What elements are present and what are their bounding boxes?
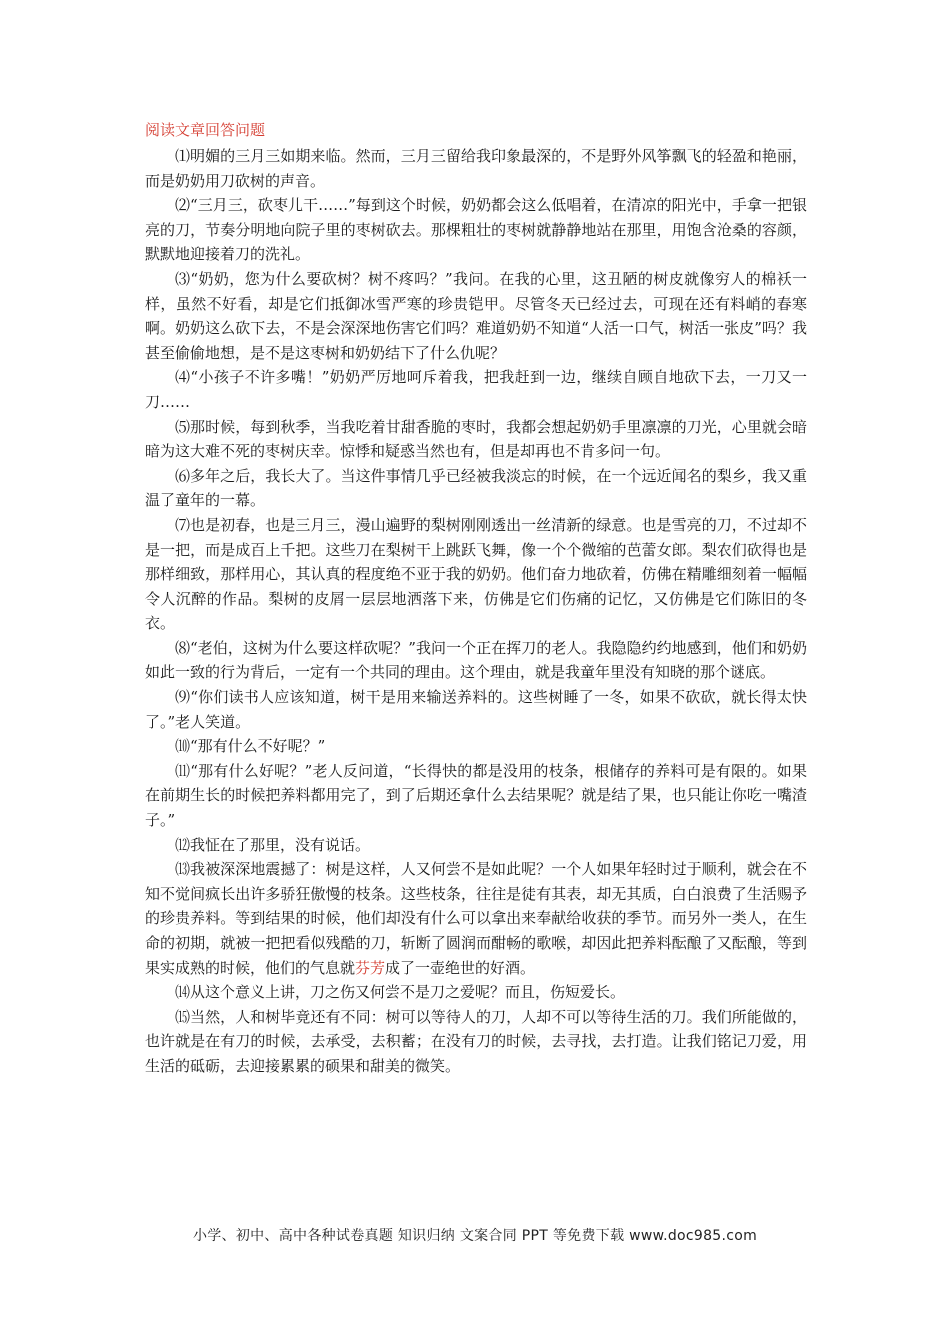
paragraph-1: ⑴明媚的三月三如期来临。然而，三月三留给我印象最深的，不是野外风筝飘飞的轻盈和艳丽，而是奶奶用刀砍树的声音。	[145, 147, 807, 190]
paragraph-4: ⑷“小孩子不许多嘴！”奶奶严厉地呵斥着我，把我赶到一边，继续自顾自地砍下去，一刀又一刀……	[145, 368, 807, 411]
paragraph-13-body: ⒀我被深深地震撼了：树是这样，人又何尝不是如此呢？一个人如果年轻时过于顺利，就会在不知不觉间疯长出许多骄狂傲慢的枝条。这些枝条，往往是徒有其表，却无其质，白白浪费了生活赐予的珍贵养料。等到结果的时候，他们却没有什么可以拿出来奉献给收获的季节。而另外一类人，在生命的初期，就被一把把看似残酷的刀，斩断了圆润而酣畅的歌喉，却因此把养料酝酿了又酝酿，等到果实成熟的时候，他们的气息就	[145, 860, 807, 977]
paragraph-15: ⒂当然，人和树毕竟还有不同：树可以等待人的刀，人却不可以等待生活的刀。我们所能做的，也许就是在有刀的时候，去承受，去积蓄；在没有刀的时候，去寻找，去打造。让我们铭记刀爱，用生活的砥砺，去迎接累累的硕果和甜美的微笑。	[145, 1007, 807, 1075]
paragraph-11: ⑾“那有什么好呢？”老人反问道，“长得快的都是没用的枝条，根储存的养料可是有限的。如果在前期生长的时候把养料都用完了，到了后期还拿什么去结果呢？就是结了果，也只能让你吃一嘴渣子。”	[145, 761, 807, 830]
paragraph-10: ⑽“那有什么不好呢？”	[175, 737, 326, 756]
section-heading: 阅读文章回答问题	[145, 121, 266, 139]
paragraph-3: ⑶“奶奶，您为什么要砍树？树不疼吗？”我问。在我的心里，这丑陋的树皮就像穷人的棉袄一样，虽然不好看，却是它们抵御冰雪严寒的珍贵铠甲。尽管冬天已经过去，可现在还有料峭的春寒啊。奶奶这么砍下去，不是会深深地伤害它们吗？难道奶奶不知道“人活一口气，树活一张皮”吗？我甚至偷偷地想，是不是这枣树和奶奶结下了什么仇呢？	[145, 269, 807, 362]
paragraph-2: ⑵“三月三，砍枣儿干……”每到这个时候，奶奶都会这么低唱着，在清凉的阳光中，手拿一把银亮的刀，节奏分明地向院子里的枣树砍去。那棵粗壮的枣树就静静地站在那里，用饱含沧桑的容颜，默默地迎接着刀的洗礼。	[145, 196, 807, 264]
paragraph-8: ⑻“老伯，这树为什么要这样砍呢？”我问一个正在挥刀的老人。我隐隐约约地感到，他们和奶奶如此一致的行为背后，一定有一个共同的理由。这个理由，就是我童年里没有知晓的那个谜底。	[145, 638, 807, 682]
paragraph-14: ⒁从这个意义上讲，刀之伤又何尝不是刀之爱呢？而且，伤短爱长。	[175, 983, 626, 1002]
paragraph-6: ⑹多年之后，我长大了。当这件事情几乎已经被我淡忘的时候，在一个远近闻名的梨乡，我又重温了童年的一幕。	[145, 466, 807, 510]
paragraph-9: ⑼“你们读书人应该知道，树干是用来输送养料的。这些树睡了一冬，如果不砍砍，就长得太快了。”老人笑道。	[145, 688, 807, 731]
paragraph-7: ⑺也是初春，也是三月三，漫山遍野的梨树刚刚透出一丝清新的绿意。也是雪亮的刀，不过却不是一把，而是成百上千把。这些刀在梨树干上跳跃飞舞，像一个个微缩的芭蕾女郎。梨农们砍得也是那样细致，那样用心，其认真的程度绝不亚于我的奶奶。他们奋力地砍着，仿佛在精雕细刻着一幅幅令人沉醉的作品。梨树的皮屑一层层地洒落下来，仿佛是它们伤痛的记忆，又仿佛是它们陈旧的冬衣。	[145, 515, 807, 633]
footer-watermark: 小学、初中、高中各种试卷真题 知识归纳 文案合同 PPT 等免费下载 www.doc985.com	[192, 1228, 758, 1244]
paragraph-13	[145, 857, 807, 980]
paragraph-12: ⑿我怔在了那里，没有说话。	[175, 835, 371, 854]
document-page	[145, 118, 807, 1079]
paragraph-13-tail: 成了一壶绝世的好酒。	[385, 958, 536, 977]
paragraph-5: ⑸那时候，每到秋季，当我吃着甘甜香脆的枣时，我都会想起奶奶手里凛凛的刀光，心里就会暗暗为这大难不死的枣树庆幸。惊悸和疑惑当然也有，但是却再也不肯多问一句。	[145, 417, 807, 461]
highlighted-word: 芬芳	[355, 958, 386, 977]
